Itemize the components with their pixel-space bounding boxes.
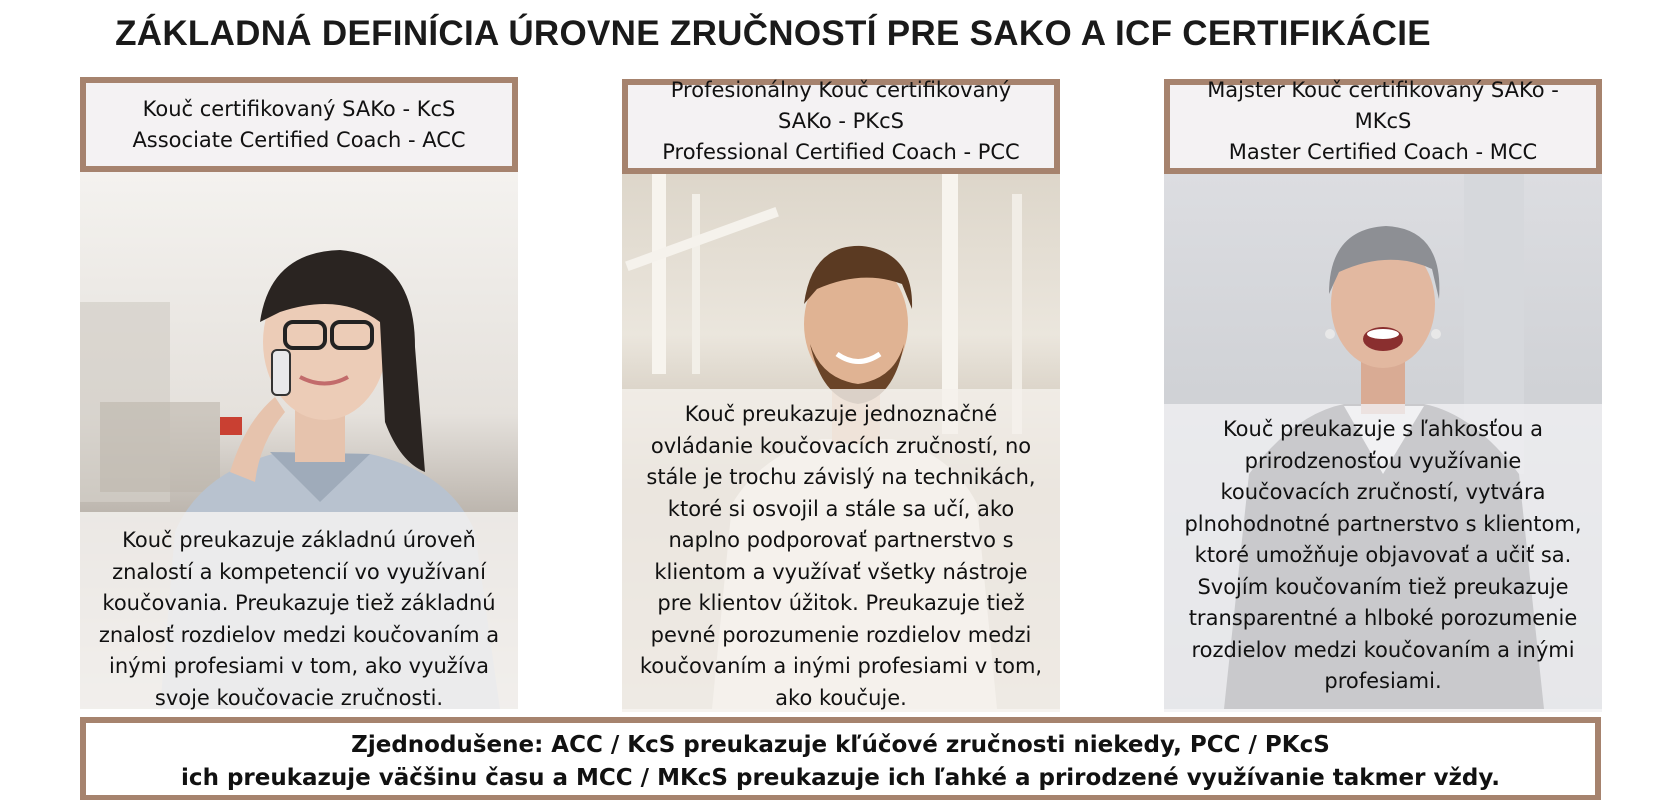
card-header-line: Professional Certified Coach - PCC — [662, 140, 1020, 164]
description-line: pre klientov úžitok. Preukazuje tiež — [657, 591, 1025, 615]
card-pcc — [622, 77, 1060, 709]
description-line: pevné porozumenie rozdielov medzi — [650, 622, 1032, 647]
card-header-line: SAKo - PKcS — [778, 109, 904, 133]
description-line: klientom a využívať všetky nástroje — [654, 559, 1028, 584]
description-line: Kouč preukazuje jednoznačné — [684, 402, 998, 426]
summary-line: Zjednodušene: ACC / KcS preukazuje kľúčové zručnosti niekedy, PCC / PKcS — [351, 732, 1330, 758]
description-line: rozdielov medzi koučovaním a inými — [1191, 637, 1575, 662]
description-line: Svojím koučovaním tiež preukazuje — [1197, 574, 1569, 599]
card-header-line: MKcS — [1354, 109, 1412, 133]
description-line: naplno podporovať partnerstvo s — [668, 528, 1014, 552]
description-line: ktoré si osvojil a stále sa učí, ako — [667, 496, 1015, 521]
description-line: znalosť rozdielov medzi koučovaním a — [98, 622, 500, 647]
card-mcc — [1164, 77, 1602, 709]
page-title — [0, 14, 1680, 54]
card-header-line: Majster Kouč certifikovaný SAKo - — [1207, 78, 1559, 102]
description-line: stále je trochu závislý na technikách, — [646, 465, 1036, 489]
card-header-line: Master Certified Coach - MCC — [1228, 140, 1538, 164]
summary-line: ich preukazuje väčšinu času a MCC / MKcS preukazuje ich ľahké a prirodzené využívanie takmer vždy. — [181, 765, 1500, 791]
description-line: koučovaním a inými profesiami v tom, — [639, 654, 1043, 678]
description-line: profesiami. — [1324, 669, 1442, 693]
page-title-text: ZÁKLADNÁ DEFINÍCIA ÚROVNE ZRUČNOSTÍ PRE SAKO A ICF CERTIFIKÁCIE — [115, 14, 1431, 53]
description-line: koučovacích zručností, vytvára — [1220, 480, 1546, 504]
card-header-line: Associate Certified Coach - ACC — [132, 127, 466, 152]
description-line: prirodzenosťou využívanie — [1244, 448, 1522, 473]
card-acc — [80, 77, 518, 709]
card-header — [80, 77, 518, 172]
card-description — [622, 389, 1060, 712]
description-line: transparentné a hlboké porozumenie — [1188, 606, 1578, 630]
description-line: svoje koučovacie zručnosti. — [154, 685, 444, 710]
card-header-line: Kouč certifikovaný SAKo - KcS — [142, 96, 456, 121]
card-description — [1164, 404, 1602, 712]
description-line: plnohodnotné partnerstvo s klientom, — [1184, 511, 1582, 536]
description-line: znalostí a kompetencií vo využívaní — [112, 559, 486, 584]
summary-box — [80, 717, 1601, 800]
card-description — [80, 512, 518, 709]
description-line: inými profesiami v tom, ako využíva — [109, 654, 489, 678]
description-line: ovládanie koučovacích zručností, no — [650, 433, 1032, 458]
description-line: koučovania. Preukazuje tiež základnú — [102, 591, 496, 615]
description-line: Kouč preukazuje základnú úroveň — [122, 528, 476, 552]
description-line: ktoré umožňuje objavovať a učiť sa. — [1194, 543, 1572, 567]
card-header — [622, 79, 1060, 174]
card-header-line: Profesionálny Kouč certifikovaný — [670, 78, 1012, 102]
card-header — [1164, 79, 1602, 174]
description-line: Kouč preukazuje s ľahkosťou a — [1222, 417, 1544, 441]
description-line: ako koučuje. — [775, 685, 907, 710]
